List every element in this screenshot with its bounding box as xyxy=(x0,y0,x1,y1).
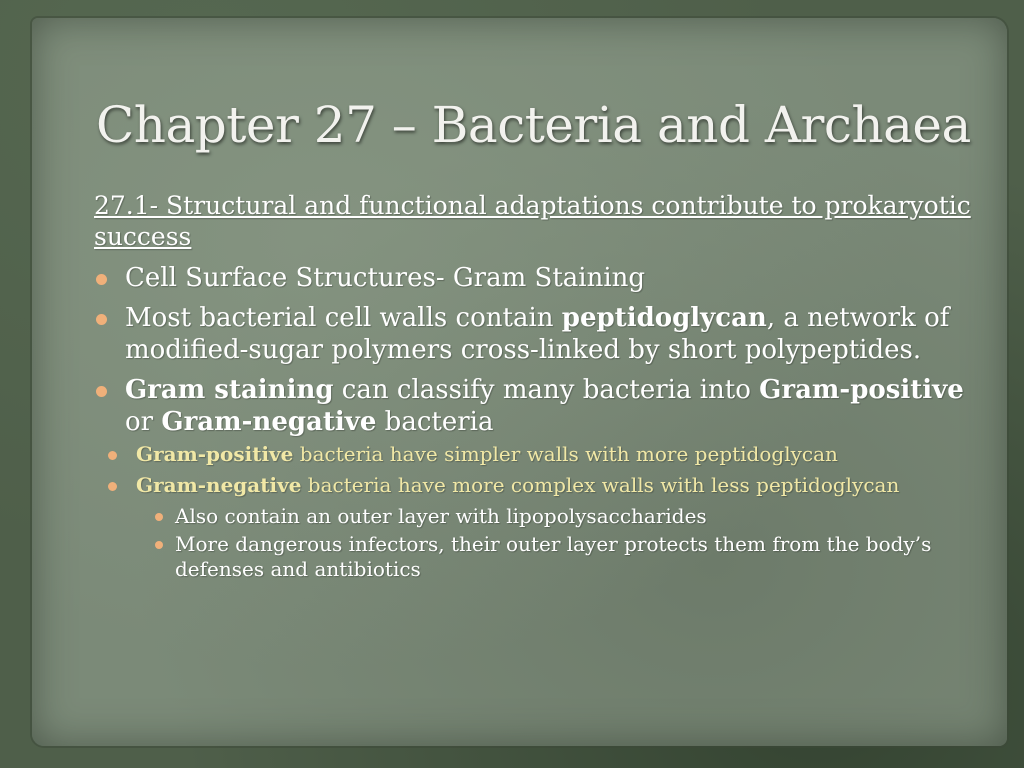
bullet-term: peptidoglycan xyxy=(561,303,767,333)
section-heading: 27.1- Structural and functional adaptations contribute to prokaryotic success xyxy=(94,191,971,251)
sub-bullet-text: bacteria have simpler walls with more peptidoglycan xyxy=(293,442,838,466)
bullet-dot-icon xyxy=(155,513,163,521)
sub-bullet-item xyxy=(94,442,999,467)
sub-bullet-item xyxy=(94,473,999,582)
sub-sub-bullet-list xyxy=(136,504,999,582)
sub-sub-bullet-text: Also contain an outer layer with lipopolysaccharides xyxy=(175,504,707,528)
bullet-text-post: , a network of modified-sugar polymers cross-linked by short polypeptides. xyxy=(125,303,950,365)
slide-title: Chapter 27 – Bacteria and Archaea xyxy=(96,96,971,154)
bullet-item xyxy=(94,302,999,366)
bullet-dot-icon xyxy=(155,541,163,549)
slide-body xyxy=(94,190,999,590)
bullet-dot-icon xyxy=(96,314,107,325)
bullet-text: or xyxy=(125,407,162,437)
sub-sub-bullet-text: More dangerous infectors, their outer layer protects them from the body’s defenses and antibiotics xyxy=(175,532,932,581)
bullet-list xyxy=(94,262,999,582)
bullet-dot-icon xyxy=(108,482,117,491)
sub-bullet-list xyxy=(125,442,999,582)
sub-bullet-text: bacteria have more complex walls with less peptidoglycan xyxy=(301,473,900,497)
sub-bullet-term: Gram-negative xyxy=(136,473,302,497)
bullet-term: Gram staining xyxy=(125,375,334,405)
sub-bullet-term: Gram-positive xyxy=(136,442,294,466)
bullet-dot-icon xyxy=(108,451,117,460)
slide-panel xyxy=(32,18,1007,746)
bullet-text-pre: Most bacterial cell walls contain xyxy=(125,303,562,333)
bullet-term: Gram-positive xyxy=(759,375,964,405)
bullet-term: Gram-negative xyxy=(161,407,377,437)
bullet-text: bacteria xyxy=(376,407,494,437)
bullet-text: can classify many bacteria into xyxy=(333,375,760,405)
sub-sub-bullet-item xyxy=(135,504,999,529)
bullet-text: Cell Surface Structures- Gram Staining xyxy=(125,263,646,293)
bullet-item xyxy=(94,262,999,294)
sub-sub-bullet-item xyxy=(135,532,999,582)
bullet-dot-icon xyxy=(96,386,107,397)
bullet-item xyxy=(94,374,999,582)
bullet-dot-icon xyxy=(96,274,107,285)
